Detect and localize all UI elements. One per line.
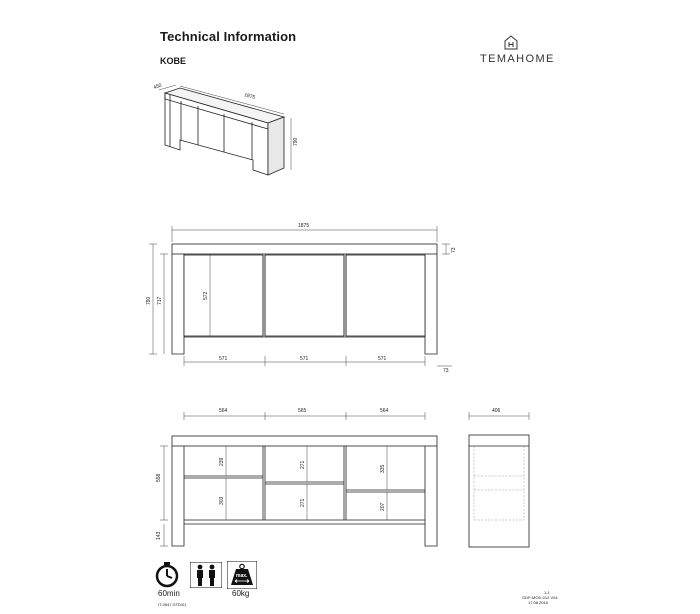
interior-foot-label: 143	[156, 531, 162, 540]
brand-name: TEMAHOME	[480, 53, 555, 65]
front-height-label: 790	[146, 296, 152, 305]
interior-dimension-lines	[160, 412, 425, 546]
max-badge-text: max.	[236, 573, 248, 579]
right-upper-shelf-label: 335	[380, 464, 386, 473]
side-depth-label: 406	[492, 408, 501, 414]
model-name: KOBE	[160, 56, 187, 66]
perspective-depth-label: 450	[152, 82, 163, 91]
perspective-view	[165, 88, 284, 175]
right-lower-shelf-label: 207	[380, 502, 386, 511]
front-door-width-label: 571	[378, 356, 387, 362]
page-number: 1-1	[544, 590, 550, 595]
interior-width-label: 564	[380, 408, 389, 414]
interior-view	[172, 436, 437, 546]
middle-upper-shelf-label: 271	[300, 460, 306, 469]
front-door-width-label: 571	[300, 356, 309, 362]
front-top-thickness-label: 73	[451, 247, 457, 253]
left-lower-shelf-label: 303	[219, 496, 225, 505]
side-view	[469, 435, 529, 547]
interior-height-label: 558	[156, 473, 162, 482]
document-title: Technical Information	[160, 29, 297, 44]
document-date: 17.08.2016	[528, 600, 549, 605]
interior-width-label: 565	[298, 408, 307, 414]
left-upper-shelf-label: 239	[219, 457, 225, 466]
front-view	[172, 244, 437, 354]
front-inner-height-label: 717	[157, 296, 163, 305]
form-code: GDP-MOD-012 V04	[522, 595, 558, 600]
document-code: IT-0647-STD/01	[158, 602, 187, 607]
front-door-width-label: 571	[219, 356, 228, 362]
max-weight: 60kg	[232, 589, 250, 598]
interior-width-label: 564	[219, 408, 228, 414]
max-weight-icon	[227, 561, 257, 589]
stopwatch-icon	[152, 559, 182, 589]
middle-lower-shelf-label: 271	[300, 498, 306, 507]
assembly-time: 60min	[158, 589, 180, 598]
front-door-height-label: 572	[203, 291, 209, 300]
front-total-width-label: 1875	[298, 223, 310, 229]
perspective-height-label: 790	[293, 137, 299, 146]
front-foot-height-label: 73	[443, 368, 449, 374]
two-persons-icon	[190, 562, 222, 588]
perspective-width-label: 1875	[243, 92, 256, 101]
